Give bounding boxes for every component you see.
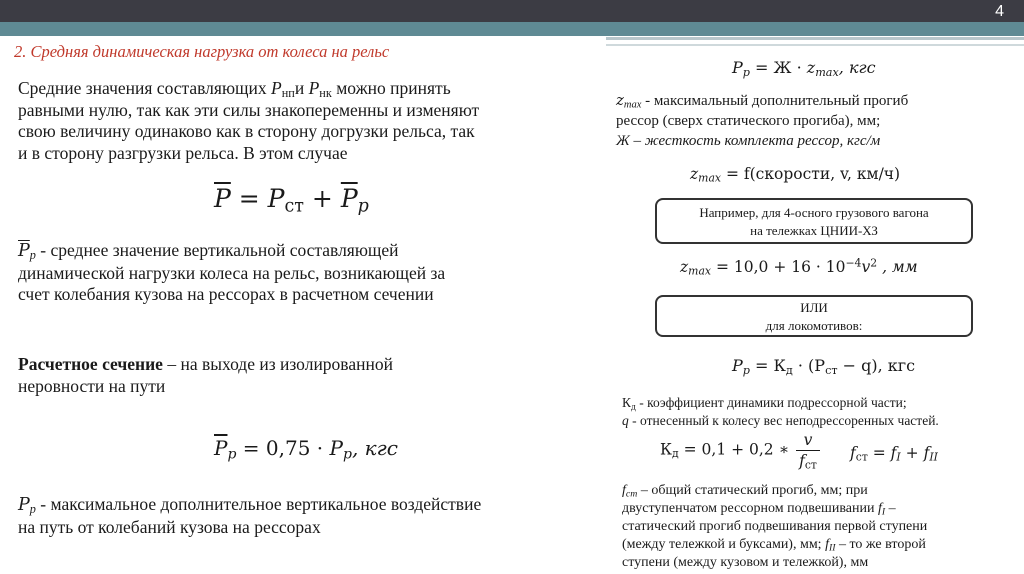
formula-kd: $К_д = 0,1 + 0,2$ ∗ $\frac{v}{f_{ст}}$ <box>660 430 822 471</box>
example-box-locomotive: ИЛИ для локомотивов: <box>655 295 973 337</box>
formula-pp-locomotive: $P_p = К_д \cdot (P_{ст} - q)$, кгс <box>732 356 916 377</box>
kd-q-definitions: $К_д$ - коэффициент динамики подрессорной части; q - отнесенный к колесу вес неподрессоренных частей. <box>622 395 939 428</box>
pbar-definition: $\overline{P}_p$ - среднее значение вертикальной составляющей динамической нагрузки колеса на рельс, возникающей за счет колебания кузова на рессорах в расчетном сечении <box>18 240 446 304</box>
formula-fst: $f_{ст} = f_I + f_{II}$ <box>850 444 938 464</box>
formula-zmax-function: $z_{max}$ = f(скорости, v, км/ч) <box>690 165 901 185</box>
slide-number: 4 <box>995 3 1004 20</box>
formula-p-average-075: $\overline{P}_p = 0,75 \cdot P_p$, кгс <box>214 436 398 463</box>
divider-line <box>606 44 1024 46</box>
top-bar <box>0 0 1024 22</box>
formula-p-average: $\overline{P} = P_{ст} + \overline{P}_p$ <box>214 184 369 217</box>
formula-zmax-value: $z_{max} = 10,0 + 16 \cdot 10^{-4}v^2$ , мм <box>680 256 918 278</box>
accent-bar <box>0 22 1024 36</box>
zmax-definition: $z_{max}$ - максимальный дополнительный прогиб рессор (сверх статического прогиба), мм; Ж – жесткость комплекта рессор, кгс/м <box>616 91 909 149</box>
intro-paragraph: Средние значения составляющих $P_{нп}и$ $P_{нк}$ можно принять равными нулю, так как эти силы знакопеременны и изменяют свою величину одинаково как в сторону догрузки рельса, так и в сторону разгрузки рельса. В этом случае <box>18 78 480 163</box>
pp-definition: $P_p$ - максимальное дополнительное вертикальное воздействие на путь от колебаний кузова на рессорах <box>18 494 482 537</box>
fst-definition: $f_{ст}$ – общий статический прогиб, мм; при двуступенчатом рессорном подвешивании $f_I$ – статический прогиб подвешивания первой ступени (между тележкой и буксами), мм; $f_{II}$ – то же второй ступени (между кузовом и тележкой), мм <box>622 483 928 570</box>
formula-pp-stiffness: $P_p = Ж \cdot z_{max}$, кгс <box>732 58 876 79</box>
section-definition: Расчетное сечение – на выходе из изолированной неровности на пути <box>18 354 393 396</box>
divider-line <box>606 37 1024 40</box>
example-box-freight: Например, для 4-осного грузового вагона на тележках ЦНИИ-ХЗ <box>655 198 973 244</box>
slide-title: 2. Средняя динамическая нагрузка от колеса на рельс <box>14 42 390 61</box>
